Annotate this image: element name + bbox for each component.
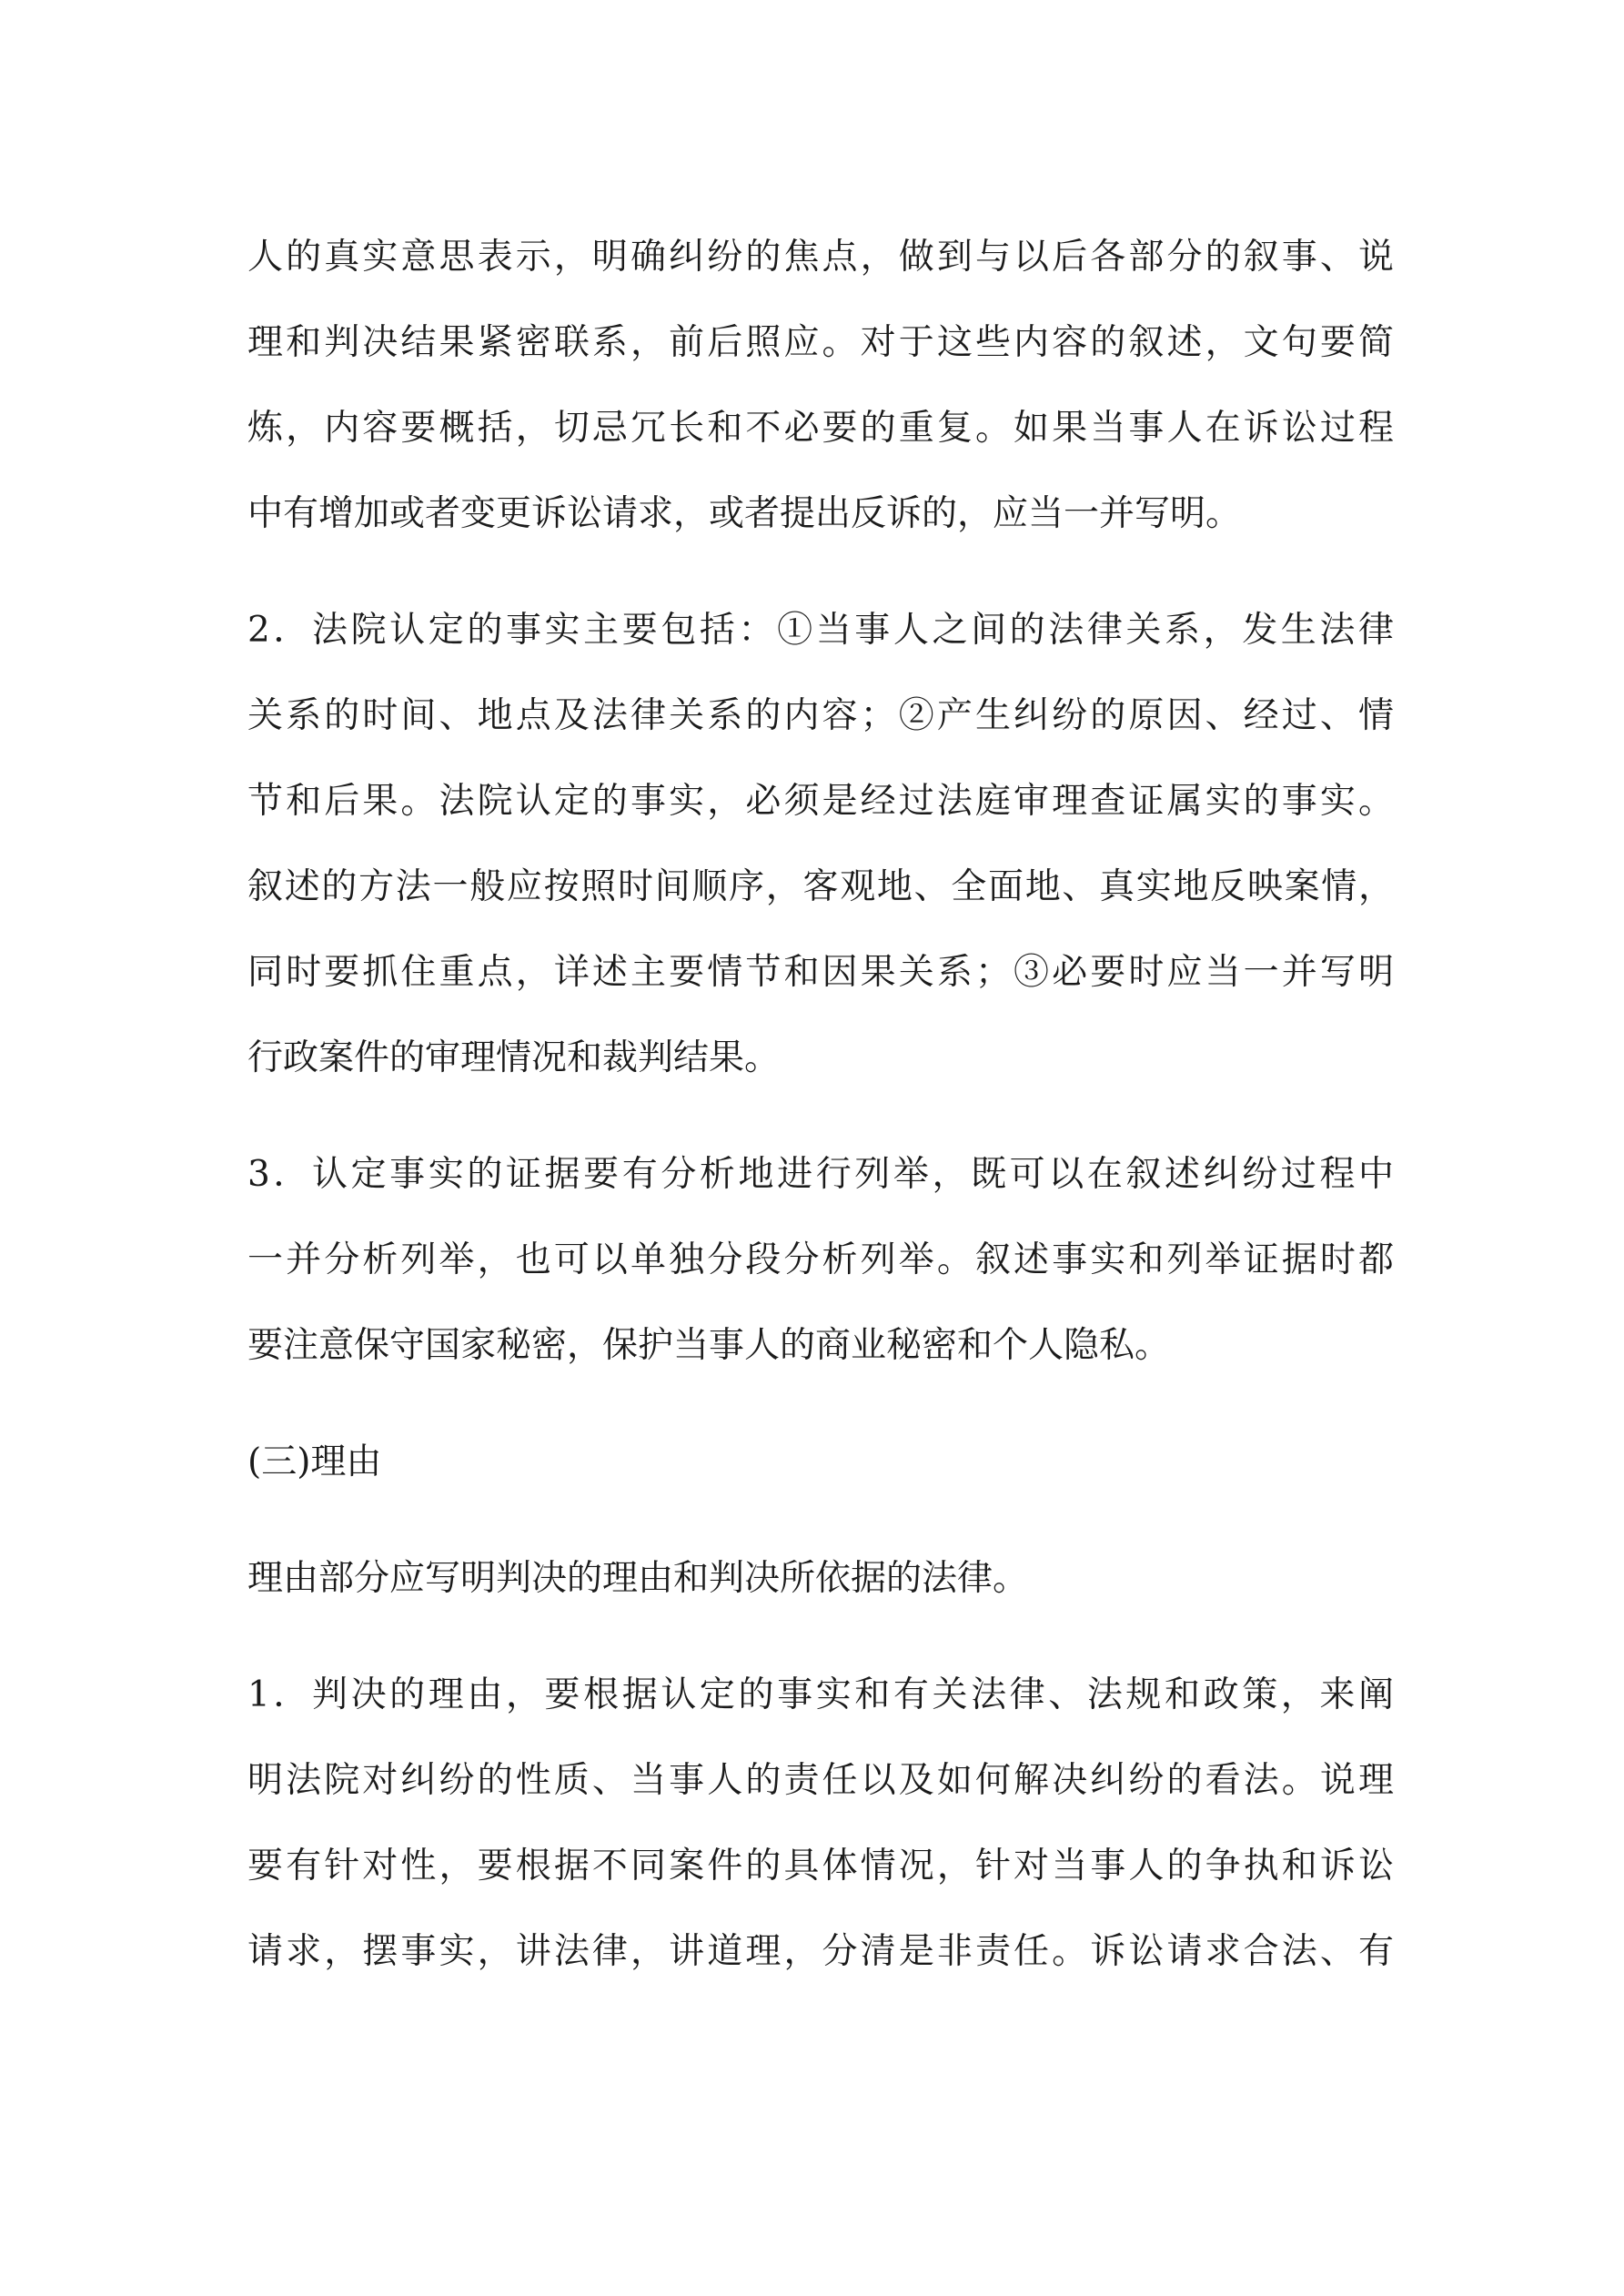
paragraph-claims-summary	[247, 215, 1394, 557]
text-line: 人的真实意思表示，明确纠纷的焦点，做到与以后各部分的叙事、说	[247, 237, 1394, 278]
text-line: 同时要抓住重点，详述主要情节和因果关系；③必要时应当一并写明	[247, 952, 1394, 993]
text-line: 2．法院认定的事实主要包括：①当事人之间的法律关系，发生法律	[247, 610, 1394, 651]
text-line: 一并分析列举，也可以单独分段分析列举。叙述事实和列举证据时都	[247, 1239, 1394, 1280]
text-line: 行政案件的审理情况和裁判结果。	[247, 1037, 781, 1078]
text-line: 要有针对性，要根据不同案件的具体情况，针对当事人的争执和诉讼	[247, 1846, 1394, 1886]
text-line: 理和判决结果紧密联系，前后照应。对于这些内容的叙述，文句要简	[247, 322, 1394, 363]
paragraph-judgment-reasons	[247, 1653, 1394, 1995]
text-line: 请求，摆事实，讲法律，讲道理，分清是非责任。诉讼请求合法、有	[247, 1931, 1394, 1972]
text-line: 节和后果。法院认定的事实，必须是经过法庭审理查证属实的事实。	[247, 781, 1394, 822]
text-line: 3．认定事实的证据要有分析地进行列举，既可以在叙述纠纷过程中	[247, 1154, 1394, 1195]
text-line: 叙述的方法一般应按照时间顺序，客观地、全面地、真实地反映案情，	[247, 866, 1394, 907]
text-line: 关系的时间、地点及法律关系的内容；②产生纠纷的原因、经过、情	[247, 695, 1394, 736]
text-line: 要注意保守国家秘密，保护当事人的商业秘密和个人隐私。	[247, 1325, 1171, 1366]
paragraph-reasons-intro	[247, 1536, 1394, 1622]
text-line: 理由部分应写明判决的理由和判决所依据的法律。	[247, 1558, 1029, 1599]
document-body	[247, 215, 1394, 2026]
paragraph-facts-found	[247, 588, 1394, 1101]
text-line: 炼，内容要概括，切忌冗长和不必要的重复。如果当事人在诉讼过程	[247, 408, 1394, 449]
section-heading-reasons	[247, 1420, 1394, 1505]
text-line: 中有增加或者变更诉讼请求，或者提出反诉的，应当一并写明。	[247, 493, 1242, 534]
heading-text: (三)理由	[247, 1441, 382, 1482]
paragraph-evidence	[247, 1132, 1394, 1389]
text-line: 1．判决的理由，要根据认定的事实和有关法律、法规和政策，来阐	[247, 1674, 1394, 1715]
text-line: 明法院对纠纷的性质、当事人的责任以及如何解决纠纷的看法。说理	[247, 1760, 1394, 1801]
